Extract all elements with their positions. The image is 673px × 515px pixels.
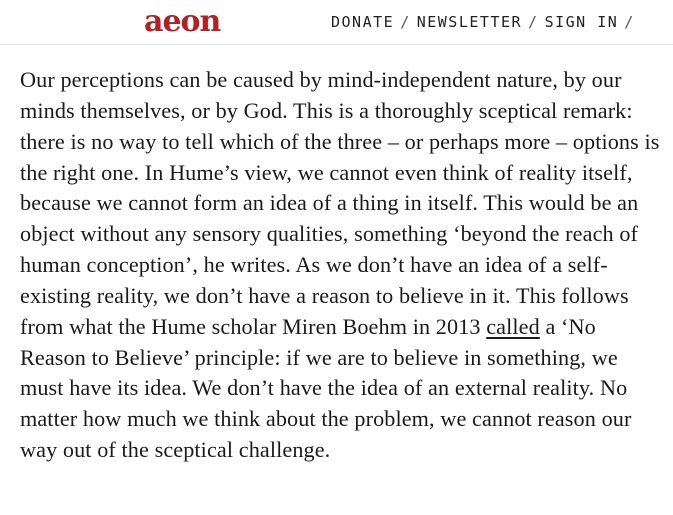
sign-in-link[interactable]: SIGN IN bbox=[544, 13, 619, 31]
donate-link[interactable]: DONATE bbox=[331, 13, 395, 31]
nav-separator: / bbox=[528, 13, 539, 31]
called-link[interactable]: called bbox=[486, 313, 540, 339]
article-paragraph bbox=[20, 65, 660, 466]
aeon-logo[interactable]: aeon bbox=[144, 4, 221, 39]
paragraph-text-continued: a ‘No Reason to Believe’ principle: if we are to believe in something, we must have its idea. We don’t have the idea of an external reality. No matter how much we think about the problem, we cannot reason our way out of the sceptical challenge. bbox=[20, 313, 632, 463]
article-body bbox=[20, 65, 660, 466]
paragraph-text: Our perceptions can be caused by mind-independent nature, by our minds themselves, or by God. This is a thoroughly sceptical remark: there is no way to tell which of the three – or perhaps more – options is the right one. In Hume’s view, we cannot even think of reality itself, because we cannot form an idea of a thing in itself. This would be an object without any sensory qualities, something ‘beyond the reach of human conception’, he writes. As we don’t have an idea of a self-existing reality, we don’t have a reason to believe in it. This follows from what the Hume scholar Miren Boehm in 2013 bbox=[20, 67, 660, 339]
newsletter-link[interactable]: NEWSLETTER bbox=[416, 13, 523, 31]
nav-separator: / bbox=[400, 13, 411, 31]
top-nav bbox=[331, 12, 641, 32]
site-header bbox=[0, 0, 673, 45]
nav-separator: / bbox=[624, 13, 635, 31]
